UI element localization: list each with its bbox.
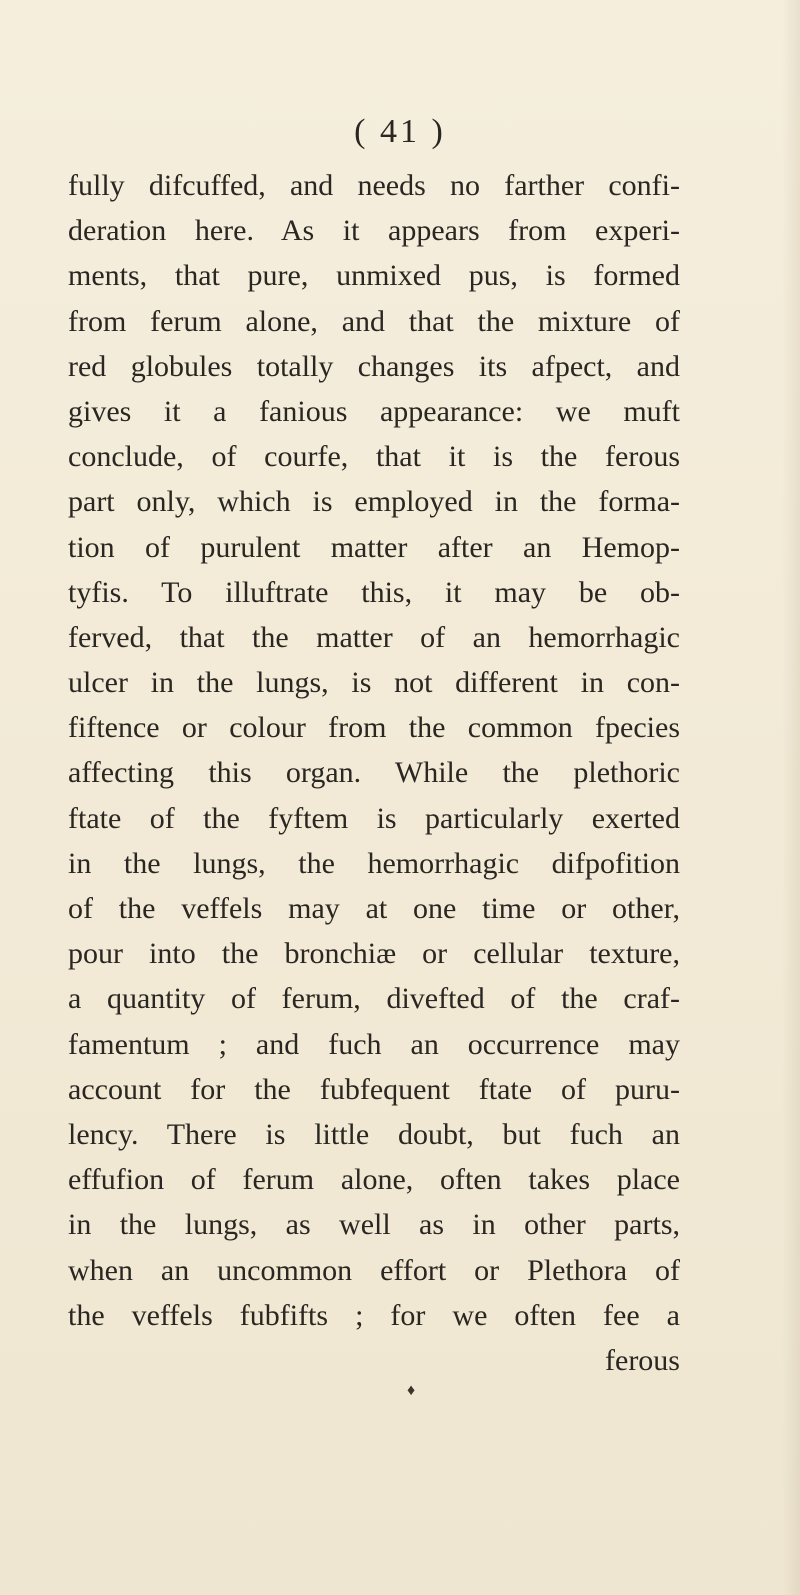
text-line: from ferum alone, and that the mixture of: [68, 304, 680, 338]
text-line: tyfis. To illuftrate this, it may be ob-: [68, 575, 680, 609]
catchword: ferous: [605, 1343, 680, 1377]
text-line: part only, which is employed in the forma-: [68, 485, 680, 519]
text-line: pour into the bronchiæ or cellular texture,: [68, 937, 680, 971]
text-line: in the lungs, the hemorrhagic difpofition: [68, 846, 680, 880]
text-line: ftate of the fyftem is particularly exerted: [68, 801, 680, 835]
text-line: ments, that pure, unmixed pus, is formed: [68, 259, 680, 293]
text-line: gives it a fanious appearance: we muft: [68, 394, 680, 428]
text-line: tion of purulent matter after an Hemop-: [68, 530, 680, 564]
body-text: [68, 163, 680, 1383]
text-line: effufion of ferum alone, often takes place: [68, 1163, 680, 1197]
text-line: a quantity of ferum, divefted of the craf-: [68, 982, 680, 1016]
page-edge-shadow: [782, 0, 800, 1595]
text-line: lency. There is little doubt, but fuch an: [68, 1117, 680, 1151]
text-line: the veffels fubfifts ; for we often fee a: [68, 1298, 680, 1332]
text-line: fiftence or colour from the common fpecies: [68, 711, 680, 745]
text-line: when an uncommon effort or Plethora of: [68, 1253, 680, 1287]
text-line: famentum ; and fuch an occurrence may: [68, 1027, 680, 1061]
text-line: of the veffels may at one time or other,: [68, 892, 680, 925]
text-line: deration here. As it appears from experi-: [68, 214, 680, 248]
text-line: in the lungs, as well as in other parts,: [68, 1208, 680, 1242]
text-line: ferved, that the matter of an hemorrhagic: [68, 620, 680, 654]
text-line: fully difcuffed, and needs no farther confi-: [68, 169, 680, 202]
text-line: ulcer in the lungs, is not different in con-: [68, 666, 680, 700]
text-line: conclude, of courfe, that it is the ferous: [68, 440, 680, 474]
text-line: account for the fubfequent ftate of puru-: [68, 1072, 680, 1106]
text-line: affecting this organ. While the plethoric: [68, 756, 680, 790]
page-number: ( 41 ): [354, 113, 446, 150]
printer-mark: ♦: [407, 1382, 416, 1399]
text-line: red globules totally changes its afpect, and: [68, 349, 680, 383]
